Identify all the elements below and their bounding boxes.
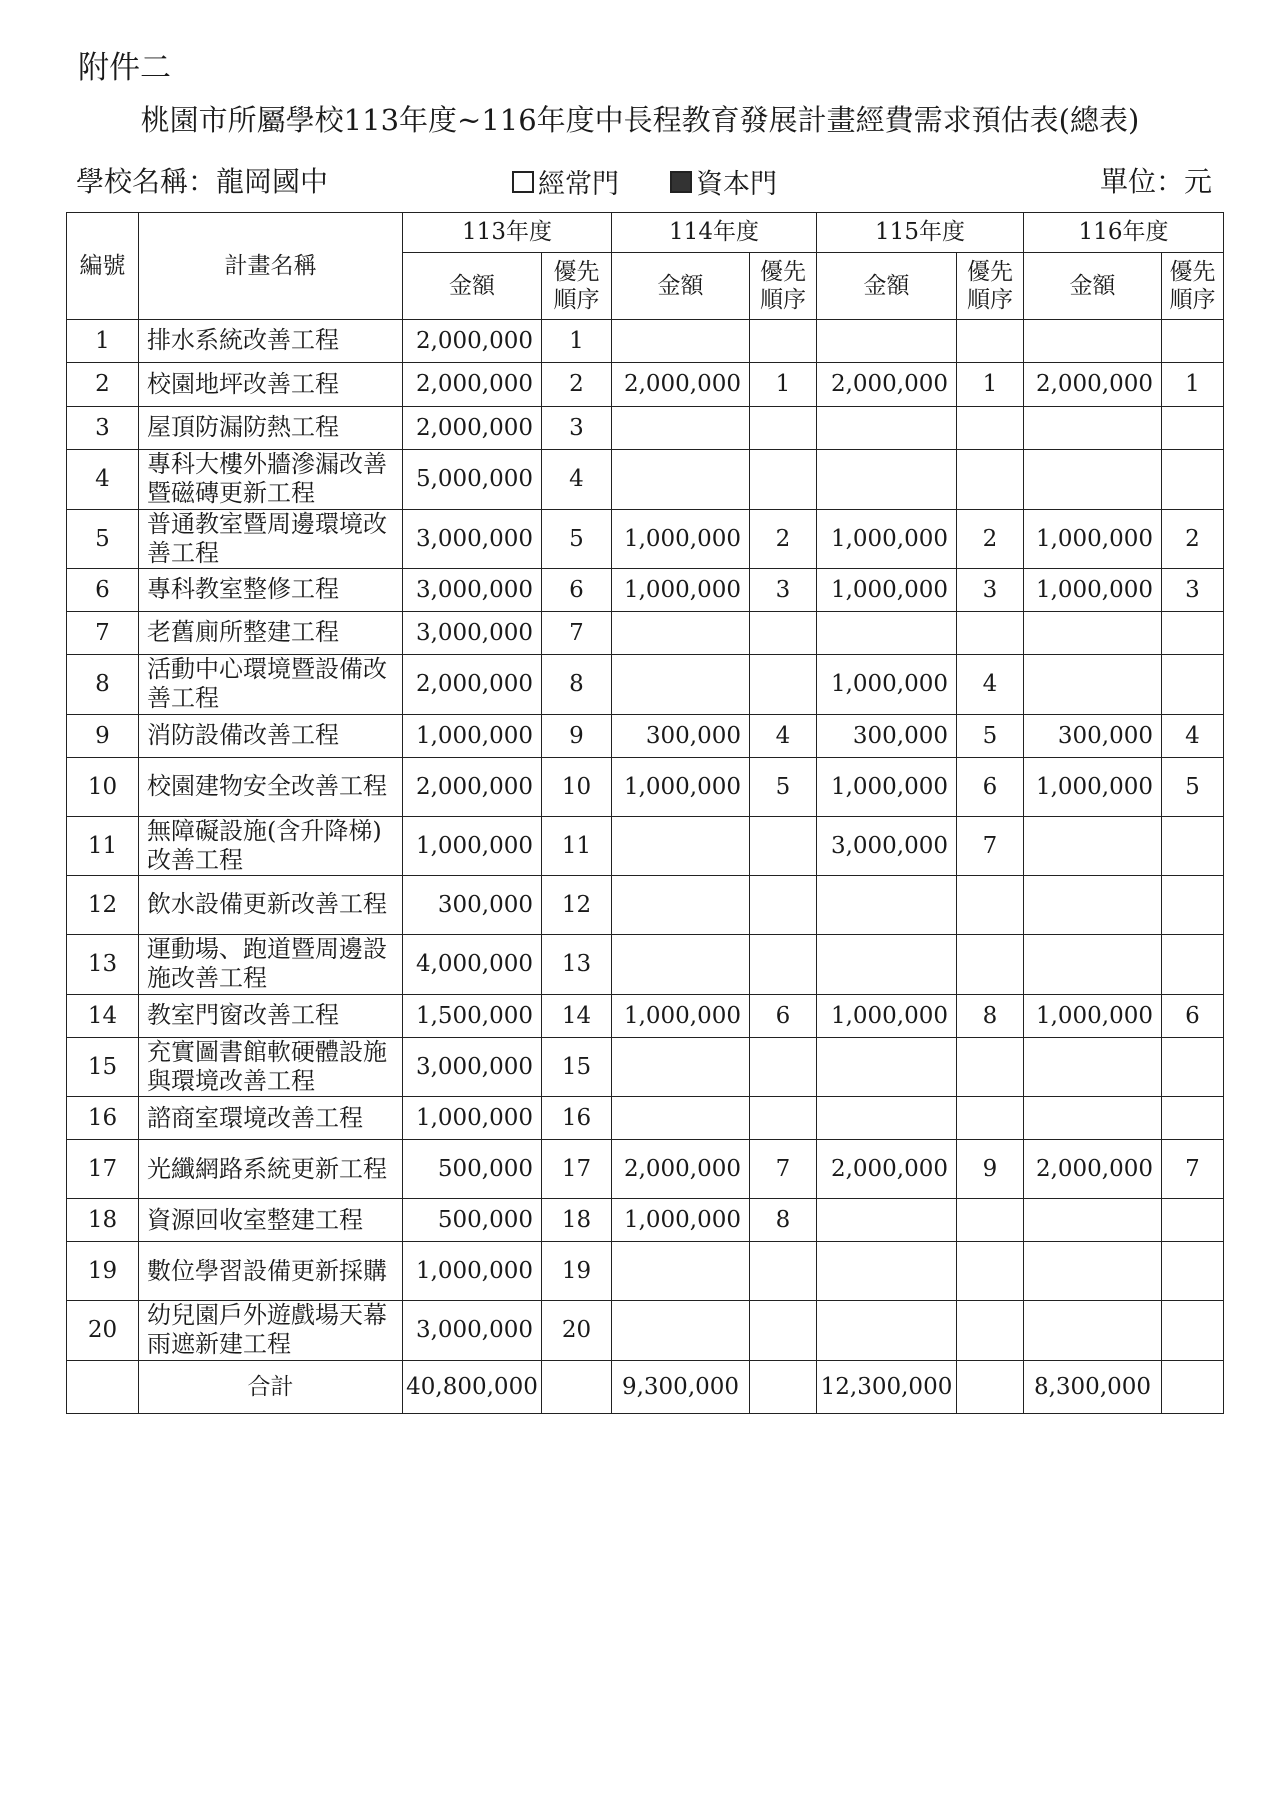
cell-project-name: 校園地坪改善工程	[139, 363, 403, 407]
header-name: 計畫名稱	[139, 213, 403, 320]
header-year-114: 114年度	[612, 213, 817, 253]
cell-amount-115: 1,000,000	[817, 994, 957, 1037]
cell-amount-114	[612, 1097, 750, 1140]
cell-priority-113: 8	[542, 655, 612, 715]
cell-no: 7	[67, 612, 139, 655]
cell-no: 18	[67, 1199, 139, 1242]
cell-priority-116: 3	[1162, 569, 1224, 612]
cell-priority-116	[1162, 655, 1224, 715]
total-label: 合計	[139, 1360, 403, 1413]
cell-priority-115	[957, 320, 1024, 363]
cell-amount-114	[612, 407, 750, 450]
cell-priority-115: 7	[957, 816, 1024, 876]
cell-priority-115	[957, 1242, 1024, 1301]
cell-no: 16	[67, 1097, 139, 1140]
cell-amount-116	[1024, 450, 1162, 510]
table-row	[67, 876, 1224, 935]
cell-priority-116	[1162, 1097, 1224, 1140]
cell-priority-113: 10	[542, 757, 612, 816]
capital-checkbox-icon	[670, 171, 692, 193]
total-priority-115	[957, 1360, 1024, 1413]
cell-no: 10	[67, 757, 139, 816]
cell-no: 17	[67, 1140, 139, 1199]
cell-amount-116	[1024, 612, 1162, 655]
cell-priority-116	[1162, 1301, 1224, 1361]
cell-amount-113: 3,000,000	[403, 1037, 542, 1097]
cell-priority-116	[1162, 612, 1224, 655]
cell-amount-114	[612, 1037, 750, 1097]
cell-priority-113: 6	[542, 569, 612, 612]
cell-priority-113: 4	[542, 450, 612, 510]
table-row	[67, 1097, 1224, 1140]
cell-priority-113: 17	[542, 1140, 612, 1199]
total-priority-114	[750, 1360, 817, 1413]
cell-amount-113: 1,000,000	[403, 1242, 542, 1301]
cell-no: 9	[67, 714, 139, 757]
cell-amount-114: 1,000,000	[612, 509, 750, 569]
table-row	[67, 994, 1224, 1037]
cell-priority-113: 1	[542, 320, 612, 363]
cell-project-name: 數位學習設備更新採購	[139, 1242, 403, 1301]
cell-priority-113: 19	[542, 1242, 612, 1301]
cell-priority-116	[1162, 876, 1224, 935]
cell-priority-114	[750, 1097, 817, 1140]
cell-amount-116	[1024, 816, 1162, 876]
cell-amount-115	[817, 320, 957, 363]
cell-project-name: 排水系統改善工程	[139, 320, 403, 363]
category-recurring	[512, 162, 619, 201]
cell-priority-115	[957, 450, 1024, 510]
cell-project-name: 專科教室整修工程	[139, 569, 403, 612]
cell-priority-114	[750, 612, 817, 655]
cell-priority-115: 6	[957, 757, 1024, 816]
cell-amount-116	[1024, 320, 1162, 363]
cell-no: 12	[67, 876, 139, 935]
cell-priority-116	[1162, 450, 1224, 510]
cell-priority-114: 6	[750, 994, 817, 1037]
cell-amount-113: 5,000,000	[403, 450, 542, 510]
cell-amount-116: 2,000,000	[1024, 363, 1162, 407]
table-row	[67, 407, 1224, 450]
budget-table	[66, 212, 1224, 1414]
cell-priority-114: 2	[750, 509, 817, 569]
header-priority: 優先 順序	[1162, 253, 1224, 320]
cell-amount-115	[817, 1301, 957, 1361]
cell-amount-116	[1024, 1097, 1162, 1140]
cell-priority-116: 2	[1162, 509, 1224, 569]
cell-project-name: 資源回收室整建工程	[139, 1199, 403, 1242]
cell-priority-114	[750, 450, 817, 510]
cell-amount-113: 3,000,000	[403, 1301, 542, 1361]
cell-amount-114	[612, 655, 750, 715]
cell-amount-115: 1,000,000	[817, 509, 957, 569]
cell-project-name: 校園建物安全改善工程	[139, 757, 403, 816]
cell-amount-113: 2,000,000	[403, 320, 542, 363]
cell-project-name: 光纖網路系統更新工程	[139, 1140, 403, 1199]
table-row	[67, 1242, 1224, 1301]
cell-priority-116	[1162, 407, 1224, 450]
cell-priority-114	[750, 407, 817, 450]
cell-project-name: 消防設備改善工程	[139, 714, 403, 757]
cell-priority-116	[1162, 1242, 1224, 1301]
cell-priority-114	[750, 655, 817, 715]
table-row	[67, 569, 1224, 612]
cell-amount-113: 500,000	[403, 1140, 542, 1199]
cell-priority-114: 1	[750, 363, 817, 407]
cell-amount-115	[817, 1242, 957, 1301]
cell-amount-115: 2,000,000	[817, 363, 957, 407]
cell-amount-116: 1,000,000	[1024, 994, 1162, 1037]
cell-amount-115	[817, 612, 957, 655]
cell-no: 4	[67, 450, 139, 510]
cell-priority-115	[957, 1301, 1024, 1361]
cell-amount-113: 2,000,000	[403, 655, 542, 715]
cell-priority-116	[1162, 320, 1224, 363]
unit-label: 單位：元	[1099, 165, 1212, 198]
cell-priority-116	[1162, 1199, 1224, 1242]
cell-amount-114	[612, 320, 750, 363]
cell-amount-116: 300,000	[1024, 714, 1162, 757]
cell-amount-113: 2,000,000	[403, 363, 542, 407]
total-amount-116: 8,300,000	[1024, 1360, 1162, 1413]
cell-amount-114	[612, 612, 750, 655]
cell-priority-113: 14	[542, 994, 612, 1037]
cell-no: 6	[67, 569, 139, 612]
cell-amount-114	[612, 1301, 750, 1361]
cell-no: 8	[67, 655, 139, 715]
cell-priority-116: 4	[1162, 714, 1224, 757]
cell-no: 13	[67, 935, 139, 995]
cell-priority-116: 7	[1162, 1140, 1224, 1199]
header-row-years	[67, 213, 1224, 253]
cell-project-name: 屋頂防漏防熱工程	[139, 407, 403, 450]
cell-priority-113: 7	[542, 612, 612, 655]
cell-amount-115	[817, 450, 957, 510]
cell-priority-114	[750, 1301, 817, 1361]
cell-amount-116	[1024, 1037, 1162, 1097]
cell-no: 3	[67, 407, 139, 450]
cell-priority-114	[750, 816, 817, 876]
cell-priority-114: 4	[750, 714, 817, 757]
cell-amount-115	[817, 1199, 957, 1242]
cell-priority-116: 1	[1162, 363, 1224, 407]
cell-priority-115	[957, 935, 1024, 995]
cell-priority-113: 9	[542, 714, 612, 757]
cell-priority-115	[957, 1097, 1024, 1140]
header-priority: 優先 順序	[750, 253, 817, 320]
header-priority: 優先 順序	[542, 253, 612, 320]
cell-amount-115	[817, 1037, 957, 1097]
cell-amount-114: 2,000,000	[612, 1140, 750, 1199]
cell-priority-115: 2	[957, 509, 1024, 569]
cell-amount-114	[612, 450, 750, 510]
cell-amount-115: 2,000,000	[817, 1140, 957, 1199]
category-capital-label: 資本門	[696, 169, 777, 200]
cell-priority-116	[1162, 816, 1224, 876]
table-row	[67, 1199, 1224, 1242]
header-no: 編號	[67, 213, 139, 320]
cell-priority-115	[957, 876, 1024, 935]
cell-amount-113: 1,000,000	[403, 714, 542, 757]
cell-project-name: 老舊廁所整建工程	[139, 612, 403, 655]
cell-priority-114: 7	[750, 1140, 817, 1199]
cell-priority-113: 16	[542, 1097, 612, 1140]
cell-priority-115: 4	[957, 655, 1024, 715]
cell-priority-114	[750, 1037, 817, 1097]
cell-no: 2	[67, 363, 139, 407]
header-year-116: 116年度	[1024, 213, 1224, 253]
cell-no: 1	[67, 320, 139, 363]
cell-project-name: 飲水設備更新改善工程	[139, 876, 403, 935]
cell-amount-116: 2,000,000	[1024, 1140, 1162, 1199]
header-amount: 金額	[612, 253, 750, 320]
table-row	[67, 714, 1224, 757]
cell-amount-115: 1,000,000	[817, 655, 957, 715]
table-row	[67, 935, 1224, 995]
cell-priority-116: 6	[1162, 994, 1224, 1037]
cell-amount-113: 3,000,000	[403, 569, 542, 612]
cell-amount-116	[1024, 407, 1162, 450]
cell-project-name: 無障礙設施(含升降梯)改善工程	[139, 816, 403, 876]
cell-no: 19	[67, 1242, 139, 1301]
cell-priority-115: 3	[957, 569, 1024, 612]
cell-amount-115	[817, 876, 957, 935]
cell-priority-114	[750, 320, 817, 363]
table-row	[67, 655, 1224, 715]
cell-priority-115: 9	[957, 1140, 1024, 1199]
cell-amount-115: 1,000,000	[817, 569, 957, 612]
cell-amount-113: 1,000,000	[403, 1097, 542, 1140]
total-row	[67, 1360, 1224, 1413]
cell-amount-114	[612, 876, 750, 935]
cell-priority-115	[957, 612, 1024, 655]
table-row	[67, 1037, 1224, 1097]
cell-no: 5	[67, 509, 139, 569]
cell-amount-114: 2,000,000	[612, 363, 750, 407]
total-amount-115: 12,300,000	[817, 1360, 957, 1413]
cell-priority-113: 5	[542, 509, 612, 569]
cell-priority-116	[1162, 935, 1224, 995]
total-no-cell	[67, 1360, 139, 1413]
cell-project-name: 幼兒園戶外遊戲場天幕雨遮新建工程	[139, 1301, 403, 1361]
category-recurring-label: 經常門	[538, 169, 619, 200]
total-priority-113	[542, 1360, 612, 1413]
cell-priority-113: 20	[542, 1301, 612, 1361]
cell-no: 14	[67, 994, 139, 1037]
category-capital	[670, 162, 777, 201]
cell-amount-115: 3,000,000	[817, 816, 957, 876]
attachment-label: 附件二	[78, 50, 171, 86]
cell-amount-114: 1,000,000	[612, 1199, 750, 1242]
table-row	[67, 1140, 1224, 1199]
school-name: 學校名稱：龍岡國中	[76, 165, 329, 198]
cell-amount-116: 1,000,000	[1024, 569, 1162, 612]
cell-priority-115	[957, 1037, 1024, 1097]
header-year-113: 113年度	[403, 213, 612, 253]
cell-priority-115	[957, 1199, 1024, 1242]
cell-amount-115: 300,000	[817, 714, 957, 757]
cell-priority-113: 3	[542, 407, 612, 450]
cell-priority-113: 18	[542, 1199, 612, 1242]
cell-priority-115	[957, 407, 1024, 450]
cell-amount-116	[1024, 1301, 1162, 1361]
cell-amount-113: 2,000,000	[403, 757, 542, 816]
cell-amount-113: 2,000,000	[403, 407, 542, 450]
cell-project-name: 充實圖書館軟硬體設施與環境改善工程	[139, 1037, 403, 1097]
cell-amount-113: 500,000	[403, 1199, 542, 1242]
cell-project-name: 專科大樓外牆滲漏改善暨磁磚更新工程	[139, 450, 403, 510]
cell-no: 20	[67, 1301, 139, 1361]
cell-priority-114: 8	[750, 1199, 817, 1242]
cell-priority-113: 2	[542, 363, 612, 407]
table-row	[67, 757, 1224, 816]
cell-priority-115: 8	[957, 994, 1024, 1037]
cell-no: 15	[67, 1037, 139, 1097]
cell-amount-115	[817, 935, 957, 995]
table-row	[67, 320, 1224, 363]
total-amount-114: 9,300,000	[612, 1360, 750, 1413]
recurring-checkbox-icon	[512, 171, 534, 193]
cell-project-name: 諮商室環境改善工程	[139, 1097, 403, 1140]
cell-amount-113: 4,000,000	[403, 935, 542, 995]
page-title: 桃園市所屬學校113年度~116年度中長程教育發展計畫經費需求預估表(總表)	[140, 103, 1140, 137]
cell-priority-114	[750, 935, 817, 995]
cell-amount-116	[1024, 876, 1162, 935]
cell-priority-113: 11	[542, 816, 612, 876]
cell-amount-113: 3,000,000	[403, 612, 542, 655]
cell-amount-114: 300,000	[612, 714, 750, 757]
cell-priority-113: 15	[542, 1037, 612, 1097]
table-row	[67, 363, 1224, 407]
cell-priority-113: 13	[542, 935, 612, 995]
header-amount: 金額	[817, 253, 957, 320]
cell-priority-116: 5	[1162, 757, 1224, 816]
cell-no: 11	[67, 816, 139, 876]
cell-amount-113: 300,000	[403, 876, 542, 935]
cell-project-name: 運動場、跑道暨周邊設施改善工程	[139, 935, 403, 995]
cell-amount-114: 1,000,000	[612, 994, 750, 1037]
cell-amount-116	[1024, 655, 1162, 715]
cell-project-name: 教室門窗改善工程	[139, 994, 403, 1037]
cell-amount-116: 1,000,000	[1024, 757, 1162, 816]
cell-project-name: 普通教室暨周邊環境改善工程	[139, 509, 403, 569]
cell-amount-115	[817, 1097, 957, 1140]
cell-priority-115: 1	[957, 363, 1024, 407]
cell-priority-116	[1162, 1037, 1224, 1097]
cell-amount-113: 3,000,000	[403, 509, 542, 569]
cell-project-name: 活動中心環境暨設備改善工程	[139, 655, 403, 715]
header-amount: 金額	[1024, 253, 1162, 320]
cell-amount-116	[1024, 1242, 1162, 1301]
cell-amount-114	[612, 935, 750, 995]
table-row	[67, 1301, 1224, 1361]
table-row	[67, 612, 1224, 655]
cell-amount-116: 1,000,000	[1024, 509, 1162, 569]
cell-amount-115	[817, 407, 957, 450]
header-year-115: 115年度	[817, 213, 1024, 253]
cell-amount-114	[612, 1242, 750, 1301]
cell-priority-114: 5	[750, 757, 817, 816]
cell-amount-113: 1,500,000	[403, 994, 542, 1037]
cell-amount-116	[1024, 1199, 1162, 1242]
cell-amount-116	[1024, 935, 1162, 995]
cell-priority-113: 12	[542, 876, 612, 935]
table-row	[67, 450, 1224, 510]
cell-priority-114	[750, 876, 817, 935]
cell-priority-115: 5	[957, 714, 1024, 757]
cell-amount-114: 1,000,000	[612, 757, 750, 816]
cell-priority-114: 3	[750, 569, 817, 612]
cell-amount-113: 1,000,000	[403, 816, 542, 876]
cell-amount-114: 1,000,000	[612, 569, 750, 612]
total-priority-116	[1162, 1360, 1224, 1413]
total-amount-113: 40,800,000	[403, 1360, 542, 1413]
table-row	[67, 816, 1224, 876]
table-row	[67, 509, 1224, 569]
cell-amount-114	[612, 816, 750, 876]
cell-amount-115: 1,000,000	[817, 757, 957, 816]
cell-priority-114	[750, 1242, 817, 1301]
header-priority: 優先 順序	[957, 253, 1024, 320]
header-amount: 金額	[403, 253, 542, 320]
